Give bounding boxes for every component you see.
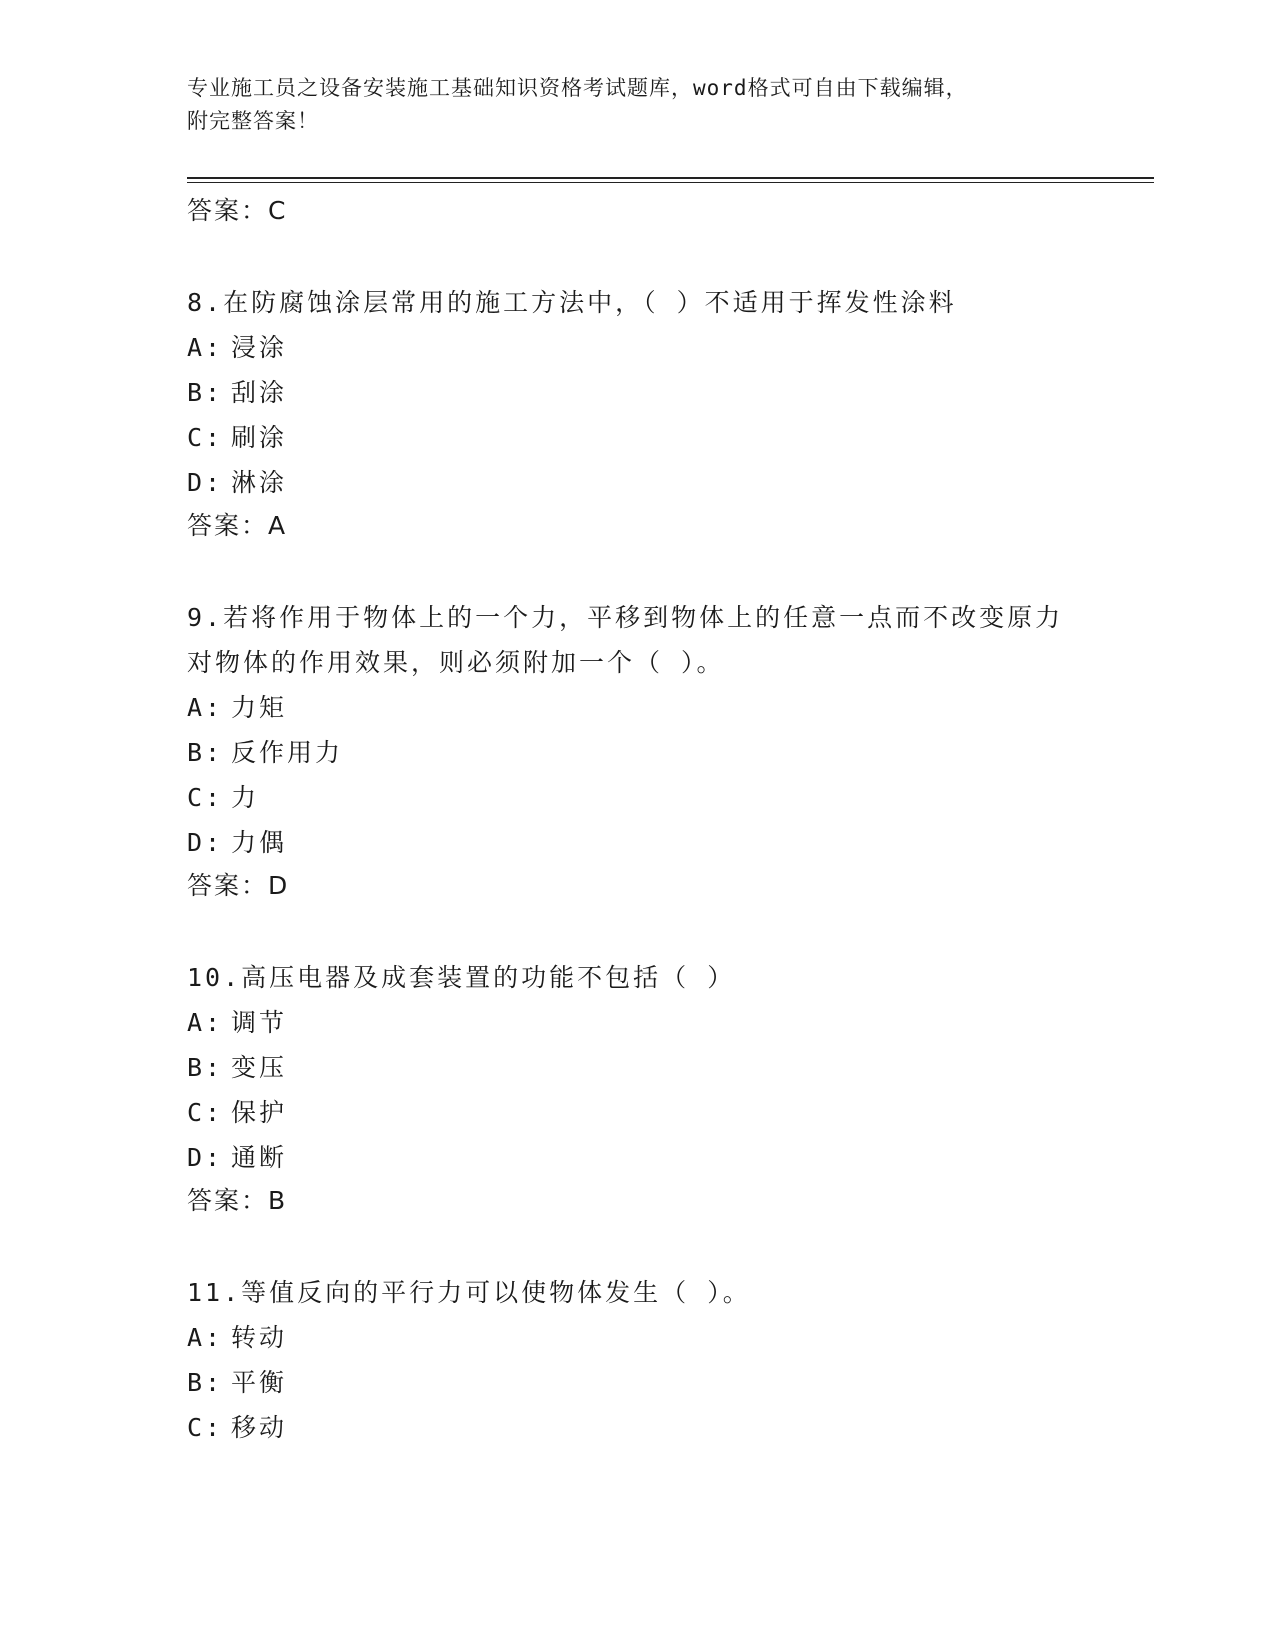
question-stem: 10.高压电器及成套装置的功能不包括（ ） (187, 963, 736, 992)
option-d (187, 1135, 1087, 1180)
answer-value: B (268, 1186, 287, 1215)
option-letter: C: (187, 423, 224, 452)
option-text: 淋涂 (231, 468, 288, 497)
question-stem: 9.若将作用于物体上的一个力，平移到物体上的任意一点而不改变原力对物体的作用效果，则必须附加一个（ ）。 (187, 603, 1064, 677)
question-stem: 11.等值反向的平行力可以使物体发生（ ）。 (187, 1278, 751, 1307)
option-letter: A: (187, 693, 224, 722)
header-divider (187, 177, 1154, 183)
option-text: 反作用力 (231, 738, 344, 767)
option-letter: B: (187, 1053, 224, 1082)
option-letter: C: (187, 1413, 224, 1442)
option-text: 转动 (231, 1323, 288, 1352)
option-letter: C: (187, 783, 224, 812)
option-text: 力 (231, 783, 260, 812)
question-11 (187, 1270, 1087, 1450)
option-letter: C: (187, 1098, 224, 1127)
option-b (187, 370, 1087, 415)
question-stem: 8.在防腐蚀涂层常用的施工方法中，（ ）不适用于挥发性涂料 (187, 288, 957, 317)
option-c (187, 415, 1087, 460)
document-header (187, 72, 1087, 138)
option-letter: D: (187, 1143, 224, 1172)
question-answer (187, 505, 1087, 551)
option-b (187, 1360, 1087, 1405)
answer-label: 答案： (187, 1186, 269, 1215)
option-letter: B: (187, 1368, 224, 1397)
option-text: 通断 (231, 1143, 288, 1172)
option-a (187, 1315, 1087, 1360)
option-letter: D: (187, 828, 224, 857)
answer-label: 答案： (187, 871, 269, 900)
option-text: 调节 (231, 1008, 288, 1037)
option-text: 移动 (231, 1413, 288, 1442)
option-letter: A: (187, 333, 224, 362)
question-8 (187, 280, 1087, 551)
question-10 (187, 955, 1087, 1226)
question-list (187, 190, 1087, 1450)
option-text: 变压 (231, 1053, 288, 1082)
header-title-line-1: 专业施工员之设备安装施工基础知识资格考试题库，word格式可自由下载编辑， (187, 76, 968, 100)
header-title-line-2: 附完整答案！ (187, 109, 319, 133)
option-letter: A: (187, 1323, 224, 1352)
option-letter: A: (187, 1008, 224, 1037)
option-letter: D: (187, 468, 224, 497)
question-answer (187, 1180, 1087, 1226)
option-text: 力矩 (231, 693, 288, 722)
option-d (187, 460, 1087, 505)
option-c (187, 775, 1087, 820)
question-answer (187, 865, 1087, 911)
answer-value: D (268, 871, 289, 900)
option-text: 力偶 (231, 828, 288, 857)
option-letter: B: (187, 378, 224, 407)
option-text: 平衡 (231, 1368, 288, 1397)
option-text: 刮涂 (231, 378, 288, 407)
option-text: 浸涂 (231, 333, 288, 362)
previous-answer (187, 190, 1087, 236)
answer-label: 答案： (187, 511, 269, 540)
option-c (187, 1090, 1087, 1135)
option-d (187, 820, 1087, 865)
option-text: 刷涂 (231, 423, 288, 452)
option-letter: B: (187, 738, 224, 767)
option-a (187, 1000, 1087, 1045)
option-b (187, 1045, 1087, 1090)
option-c (187, 1405, 1087, 1450)
answer-value: C (268, 196, 287, 225)
answer-value: A (268, 511, 287, 540)
answer-label: 答案： (187, 196, 269, 225)
option-a (187, 325, 1087, 370)
option-text: 保护 (231, 1098, 288, 1127)
question-9 (187, 595, 1087, 911)
option-a (187, 685, 1087, 730)
option-b (187, 730, 1087, 775)
